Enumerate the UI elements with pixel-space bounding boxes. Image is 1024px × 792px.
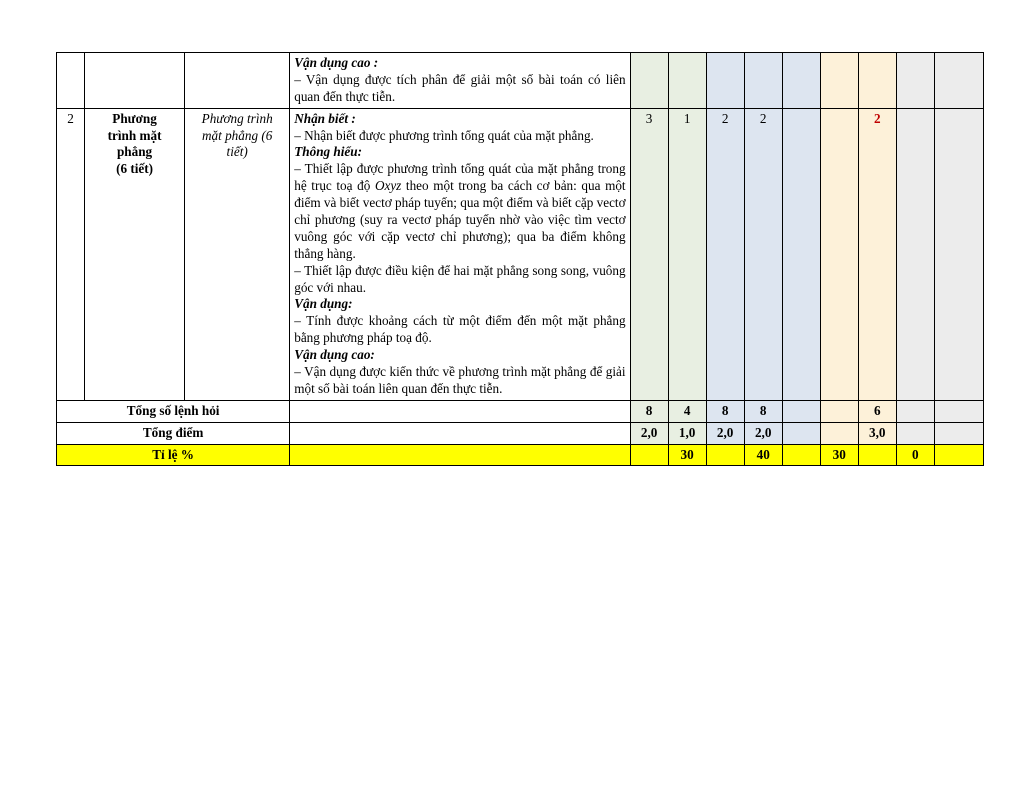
topic-cell bbox=[85, 53, 185, 109]
table-row bbox=[57, 444, 984, 466]
score-cell bbox=[668, 53, 706, 109]
score-cell bbox=[782, 53, 820, 109]
summary-cell: 6 bbox=[858, 400, 896, 422]
summary-cell: 8 bbox=[630, 400, 668, 422]
score-cell bbox=[782, 108, 820, 400]
level-heading: Nhận biết : bbox=[294, 110, 356, 126]
subtopic-line: tiết) bbox=[226, 144, 248, 160]
score-cell: 2 bbox=[858, 108, 896, 400]
summary-spacer-cell bbox=[290, 444, 630, 466]
score-cell: 1 bbox=[668, 108, 706, 400]
requirements-cell bbox=[290, 53, 630, 109]
percentage-cell bbox=[706, 444, 744, 466]
score-cell: 3 bbox=[630, 108, 668, 400]
requirement-line: – Vận dụng được tích phân để giải một số bài toán có liên quan đến thực tiễn. bbox=[294, 71, 626, 104]
score-cell bbox=[934, 108, 983, 400]
requirement-line: – Thiết lập được điều kiện để hai mặt phẳng song song, vuông góc với nhau. bbox=[294, 262, 626, 295]
summary-cell bbox=[934, 422, 983, 444]
summary-cell: 2,0 bbox=[706, 422, 744, 444]
score-cell bbox=[820, 108, 858, 400]
subtopic-line: Phương trình bbox=[201, 110, 273, 126]
level-heading: Vận dụng: bbox=[294, 296, 353, 312]
score-cell bbox=[630, 53, 668, 109]
percentage-cell: 0 bbox=[896, 444, 934, 466]
row-number-cell: 2 bbox=[57, 108, 85, 400]
summary-cell: 3,0 bbox=[858, 422, 896, 444]
summary-cell: 8 bbox=[744, 400, 782, 422]
summary-cell: 2,0 bbox=[630, 422, 668, 444]
score-cell bbox=[896, 108, 934, 400]
percentage-cell bbox=[782, 444, 820, 466]
summary-cell bbox=[820, 400, 858, 422]
score-cell bbox=[858, 53, 896, 109]
subtopic-cell bbox=[185, 108, 290, 400]
score-cell bbox=[744, 53, 782, 109]
percentage-cell: 40 bbox=[744, 444, 782, 466]
summary-cell: 2,0 bbox=[744, 422, 782, 444]
row-number-cell bbox=[57, 53, 85, 109]
summary-spacer-cell bbox=[290, 422, 630, 444]
table-row bbox=[57, 422, 984, 444]
requirements-cell bbox=[290, 108, 630, 400]
level-heading: Vận dụng cao : bbox=[294, 55, 379, 70]
score-cell: 2 bbox=[744, 108, 782, 400]
summary-label: Tỉ lệ % bbox=[57, 444, 290, 466]
percentage-cell bbox=[934, 444, 983, 466]
topic-line: phẳng bbox=[116, 144, 153, 160]
summary-cell bbox=[782, 422, 820, 444]
score-cell bbox=[896, 53, 934, 109]
topic-line: Phương bbox=[112, 110, 157, 126]
percentage-cell: 30 bbox=[820, 444, 858, 466]
topic-line: (6 tiết) bbox=[116, 161, 154, 177]
summary-label: Tổng điểm bbox=[57, 422, 290, 444]
table-row bbox=[57, 400, 984, 422]
summary-cell bbox=[896, 422, 934, 444]
table-row bbox=[57, 53, 984, 109]
score-cell bbox=[934, 53, 983, 109]
score-cell bbox=[820, 53, 858, 109]
summary-label: Tổng số lệnh hỏi bbox=[57, 400, 290, 422]
summary-cell bbox=[782, 400, 820, 422]
table-row bbox=[57, 108, 984, 400]
summary-cell: 1,0 bbox=[668, 422, 706, 444]
topic-line: trình mặt bbox=[107, 127, 162, 143]
requirement-line: – Tính được khoảng cách từ một điểm đến một mặt phẳng bằng phương pháp toạ độ. bbox=[294, 313, 626, 346]
document-page bbox=[56, 52, 984, 466]
score-cell: 2 bbox=[706, 108, 744, 400]
summary-cell bbox=[896, 400, 934, 422]
level-heading: Vận dụng cao: bbox=[294, 347, 375, 363]
requirement-line: – Nhận biết được phương trình tổng quát của mặt phẳng. bbox=[294, 127, 594, 143]
requirement-line: – Thiết lập được phương trình tổng quát của mặt phẳng trong hệ trục toạ độ Oxyz theo một trong ba cách cơ bản: qua một điểm và biết vectơ pháp tuyến; qua một điểm và biết cặp vectơ chỉ phương (suy ra vectơ pháp tuyến nhờ vào việc tìm vectơ vuông góc với cặp vectơ chỉ phương); qua ba điểm không thẳng hàng. bbox=[294, 161, 626, 261]
topic-cell bbox=[85, 108, 185, 400]
summary-cell: 8 bbox=[706, 400, 744, 422]
requirement-line: – Vận dụng được kiến thức về phương trình mặt phẳng để giải một số bài toán liên quan đến thực tiễn. bbox=[294, 364, 626, 396]
summary-spacer-cell bbox=[290, 400, 630, 422]
subtopic-line: mặt phẳng (6 bbox=[201, 127, 273, 143]
summary-cell bbox=[934, 400, 983, 422]
percentage-cell: 30 bbox=[668, 444, 706, 466]
percentage-cell bbox=[630, 444, 668, 466]
summary-cell bbox=[820, 422, 858, 444]
score-cell bbox=[706, 53, 744, 109]
subtopic-cell bbox=[185, 53, 290, 109]
summary-cell: 4 bbox=[668, 400, 706, 422]
level-heading: Thông hiểu: bbox=[294, 144, 363, 160]
percentage-cell bbox=[858, 444, 896, 466]
assessment-matrix-table bbox=[56, 52, 984, 466]
